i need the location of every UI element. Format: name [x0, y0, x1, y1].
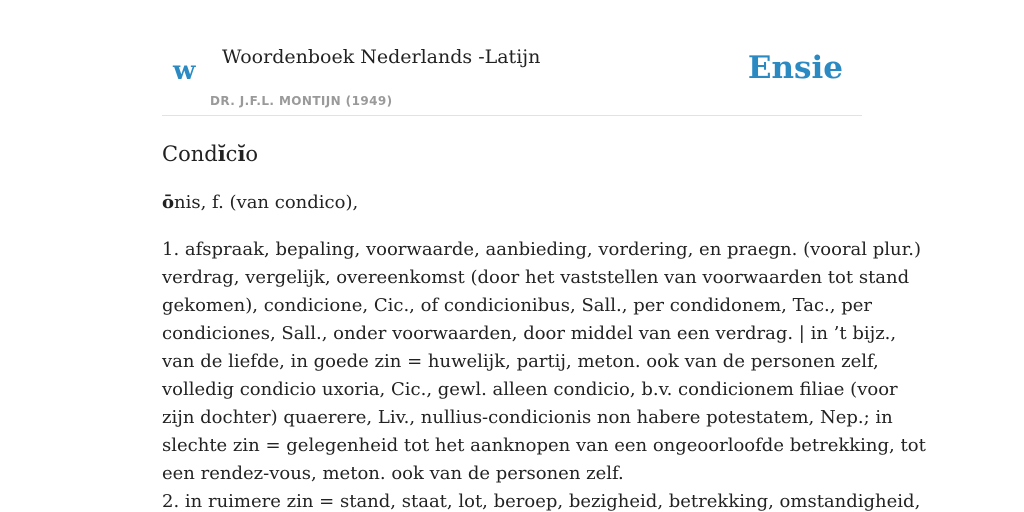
headword-part: c: [225, 142, 238, 166]
grammar-stem: ō: [162, 192, 175, 213]
definition-line: volledig condicio uxoria, Cic., gewl. alleen condicio, b.v. condicionem filiae (voor: [162, 379, 898, 400]
entry-content: [162, 138, 926, 512]
definition-line: gekomen), condicione, Cic., of condicionibus, Sall., per condidonem, Tac., per: [162, 295, 872, 316]
dictionary-title[interactable]: Woordenboek Nederlands -Latijn: [222, 46, 541, 68]
definition-line: 2. in ruimere zin = stand, staat, lot, beroep, bezigheid, betrekking, omstandigheid,: [162, 491, 921, 512]
definition-line: zijn dochter) quaerere, Liv., nullius-condicionis non habere potestatem, Nep.; in: [162, 407, 893, 428]
headword-part: Cond: [162, 142, 218, 166]
definition-line: een rendez-vous, meton. ook van de personen zelf.: [162, 463, 624, 484]
grammar-text: nis, f. (van condico),: [174, 192, 359, 213]
definition-line: slechte zin = gelegenheid tot het aanknopen van een ongeoorloofde betrekking, tot: [162, 435, 926, 456]
ensie-logo-link[interactable]: Ensie: [747, 50, 843, 86]
dictionary-author: DR. J.F.L. MONTIJN (1949): [210, 94, 393, 108]
dictionary-logo-icon: w: [173, 56, 196, 86]
definition-line: condiciones, Sall., onder voorwaarden, door middel van een verdrag. | in ’t bijz.,: [162, 323, 897, 344]
headword-part: ĭ: [237, 141, 246, 166]
headword-part: o: [245, 142, 259, 166]
entry-grammar: [162, 189, 862, 217]
entry-headword: [162, 138, 862, 170]
definition-line: verdrag, vergelijk, overeenkomst (door het vaststellen van voorwaarden tot stand: [162, 267, 910, 288]
headword-part: ĭ: [217, 141, 226, 166]
definition-line: van de liefde, in goede zin = huwelijk, partij, meton. ook van de personen zelf,: [162, 351, 879, 372]
entry-definition: [162, 236, 926, 512]
dictionary-header: [162, 0, 862, 116]
definition-line: 1. afspraak, bepaling, voorwaarde, aanbieding, vordering, en praegn. (vooral plur.): [162, 239, 921, 260]
